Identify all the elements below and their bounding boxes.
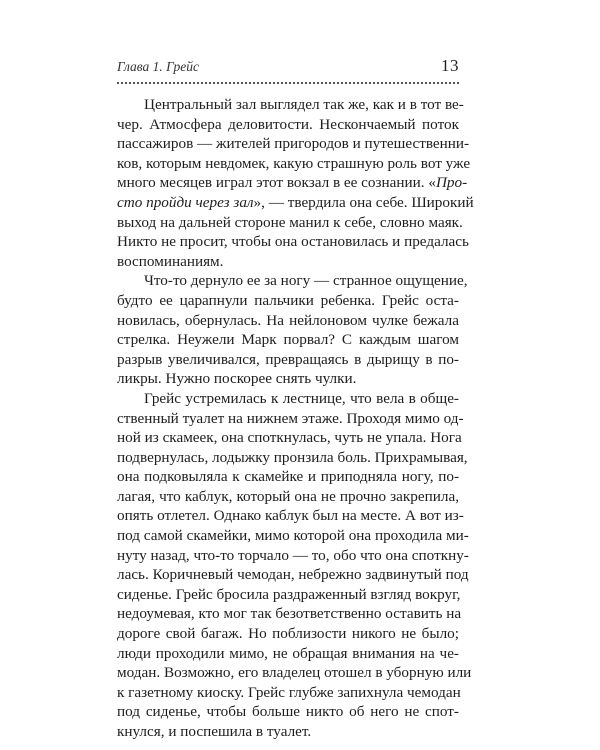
text-line: Грейс устремилась к лестнице, что вела в обще- bbox=[144, 389, 459, 407]
text-line: подвернулась, лодыжку пронзила боль. Прихрамывая, bbox=[117, 448, 468, 466]
text-line: будто ее царапнули пальчики ребенка. Грейс оста- bbox=[117, 291, 459, 309]
text-line: кнулся, и поспешила в туалет. bbox=[117, 723, 312, 740]
paragraph-2 bbox=[117, 271, 468, 389]
paragraph-1 bbox=[117, 95, 474, 271]
text-line: опять отлетел. Однако каблук был на месте. А вот из- bbox=[117, 507, 464, 525]
running-head: Глава 1. Грейс bbox=[117, 59, 199, 74]
text-line: ликры. Нужно поскорее снять чулки. bbox=[117, 370, 357, 388]
text-line: выход на дальней стороне манил к себе, словно маяк. bbox=[117, 213, 463, 231]
text-line: пассажиров — жителей пригородов и путешественни- bbox=[117, 135, 470, 153]
text-line: сто пройди через зал», — твердила она себе. Широкий bbox=[117, 193, 474, 211]
text-line: под самой скамейки, мимо которой она проходила ми- bbox=[117, 527, 469, 545]
page-header bbox=[117, 56, 459, 87]
text-line: под сиденье, чтобы больше никто об него не спот- bbox=[117, 703, 459, 721]
text-line: ственный туалет на нижнем этаже. Проходя мимо од- bbox=[117, 409, 464, 427]
text-line: чер. Атмосфера деловитости. Нескончаемый поток bbox=[117, 115, 459, 133]
text-line: разрыв увеличивался, превращаясь в дырищу в по- bbox=[117, 350, 459, 368]
text-line: лагая, что каблук, который она не прочно закрепила, bbox=[117, 487, 459, 505]
page-number: 13 bbox=[441, 56, 459, 75]
text-line: стрелка. Неужели Марк порвал? С каждым шагом bbox=[117, 331, 459, 349]
text-line: недоумевая, кто мог так безответственно оставить на bbox=[117, 605, 462, 623]
text-line: нуту назад, что-то торчало — то, обо что она споткну- bbox=[117, 546, 469, 564]
text-line: много месяцев играл этот вокзал в ее сознании. «Про- bbox=[117, 174, 468, 192]
header-dotted-rule bbox=[117, 82, 459, 84]
text-line: дороге свой багаж. Но поблизости никого не было; bbox=[117, 625, 459, 643]
text-line: люди проходили мимо, не обращая внимания на че- bbox=[117, 644, 459, 662]
text-line: лась. Коричневый чемодан, небрежно задвинутый под bbox=[117, 566, 469, 584]
text-line: Центральный зал выглядел так же, как и в тот ве- bbox=[144, 96, 464, 113]
text-line: модан. Возможно, его владелец отошел в уборную или bbox=[117, 664, 472, 682]
text-line: новилась, обернулась. На нейлоновом чулке бежала bbox=[117, 311, 459, 329]
text-line: Никто не просит, чтобы она остановилась и предалась bbox=[117, 233, 469, 251]
text-line: сиденье. Грейс бросила раздраженный взгляд вокруг, bbox=[117, 585, 461, 603]
text-line: Что-то дернуло ее за ногу — странное ощущение, bbox=[144, 272, 468, 290]
body-text bbox=[117, 95, 474, 742]
text-line: к газетному киоску. Грейс глубже запихнула чемодан bbox=[117, 683, 461, 701]
paragraph-3 bbox=[117, 389, 472, 742]
text-line: она подковыляла к скамейке и приподняла ногу, по- bbox=[117, 468, 459, 486]
text-line: ной из скамеек, она споткнулась, чуть не упала. Нога bbox=[117, 429, 462, 447]
text-line: ков, которым невдомек, какую страшную роль вот уже bbox=[117, 154, 471, 172]
text-line: воспоминаниям. bbox=[117, 252, 224, 270]
